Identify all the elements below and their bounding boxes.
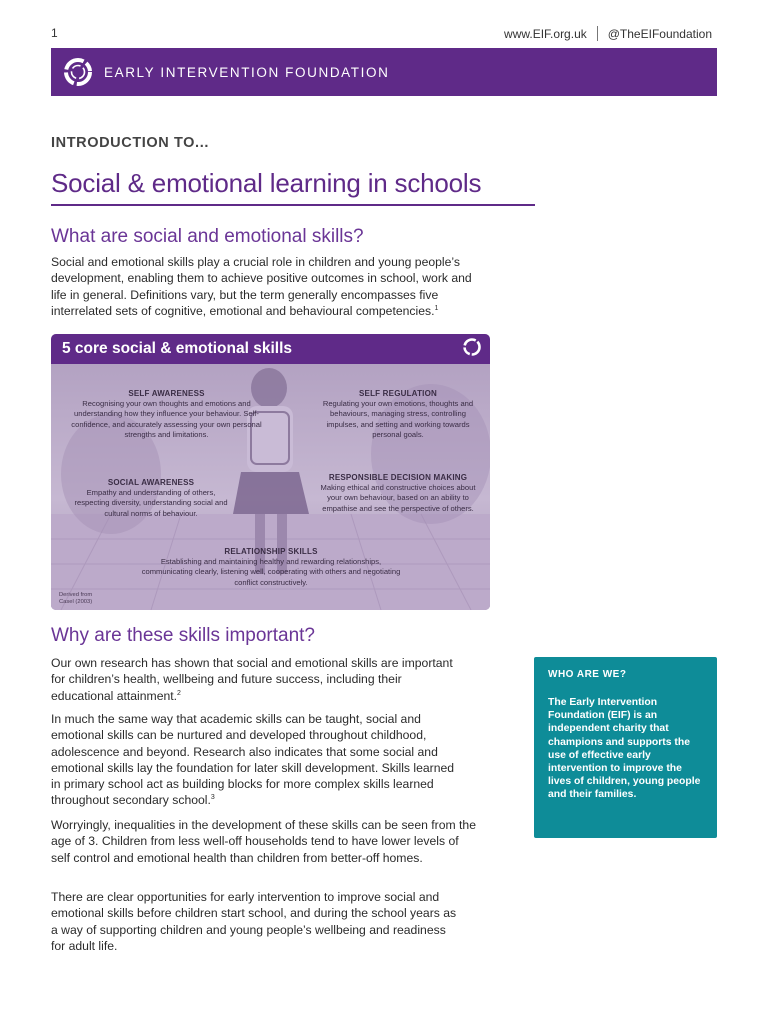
section-heading-why: Why are these skills important? — [51, 625, 315, 646]
core-skills-box — [51, 334, 490, 610]
skill-self-awareness: SELF AWARENESS Recognising your own thoughts and emotions and understanding how they influence your behaviour. Self-confidence, and accurately assessing your own personal strengths and limitations. — [71, 389, 262, 439]
aside-text: The Early Intervention Foundation (EIF) is an independent charity that champions and supports the use of effective early intervention to improve the lives of children, young people and their families. — [548, 697, 701, 801]
footnote-ref: 2 — [177, 689, 181, 697]
core-skills-header — [51, 334, 490, 364]
skill-relationship-skills: RELATIONSHIP SKILLS Establishing and maintaining healthy and rewarding relationships, communicating clearly, listening well, cooperating with others and negotiating conflict constructively. — [141, 547, 401, 587]
why-paragraph-1: Our own research has shown that social and emotional skills are important for children’s health, wellbeing and future success, including their educational attainment.$^2$ — [51, 656, 453, 703]
who-are-we-box — [534, 657, 717, 838]
why-paragraph-4: There are clear opportunities for early intervention to improve social and emotional skills before children start school, and during the school years as a way of supporting children and young people’s wellbeing and readiness for adult life. — [51, 890, 457, 953]
website-link[interactable]: www.EIF.org.uk — [504, 26, 587, 41]
skill-self-regulation: SELF REGULATION Regulating your own emotions, thoughts and behaviours, managing stress, controlling impulses, and setting and working towards personal goals. — [322, 389, 474, 439]
kicker: INTRODUCTION TO... — [51, 135, 209, 151]
source-note: Derived from Casel (2003) — [59, 592, 93, 605]
page-title: Social & emotional learning in schools — [51, 168, 482, 198]
org-banner — [51, 48, 717, 96]
section-heading-what: What are social and emotional skills? — [51, 226, 364, 247]
header-divider — [597, 26, 598, 41]
title-underline — [51, 204, 535, 206]
eif-logo-icon — [61, 55, 95, 89]
intro-paragraph: Social and emotional skills play a crucial role in children and young people’s development, enabling them to achieve positive outcomes in school, work and life in general. Definitions vary, but the term generally encompasses five interrelated sets of cognitive, emotional and behavioural competencies.$^1$ — [51, 255, 472, 318]
core-skills-title: 5 core social & emotional skills — [62, 340, 293, 357]
why-paragraph-3: Worryingly, inequalities in the development of these skills can be seen from the age of 3. Children from less well-off households tend to have lower levels of self control and emotional health than children from better-off homes. — [51, 818, 476, 865]
page-number: 1 — [51, 26, 58, 40]
twitter-handle[interactable]: @TheEIFoundation — [607, 26, 712, 41]
header-links — [504, 26, 712, 41]
schoolchild-photo — [51, 364, 490, 610]
skill-social-awareness: SOCIAL AWARENESS Empathy and understanding of others, respecting diversity, understanding social and cultural norms of behaviour. — [74, 478, 228, 518]
org-name: EARLY INTERVENTION FOUNDATION — [104, 64, 390, 80]
eif-logo-small-icon — [461, 336, 483, 363]
why-paragraph-2: In much the same way that academic skills can be taught, social and emotional skills can be nurtured and developed throughout childhood, adolescence and beyond. Research also indicates that some social and emotional skills lay the foundation for later skill development. Skills learned in primary school act as building blocks for more complex skills learned throughout secondary school.$^3$ — [51, 712, 455, 808]
aside-title: WHO ARE WE? — [548, 669, 627, 680]
skill-responsible-decision-making: RESPONSIBLE DECISION MAKING Making ethical and constructive choices about your own behaviour, based on an ability to empathise and see the perspective of others. — [320, 473, 476, 513]
footnote-ref: 1 — [434, 304, 439, 312]
footnote-ref: 3 — [210, 794, 215, 802]
